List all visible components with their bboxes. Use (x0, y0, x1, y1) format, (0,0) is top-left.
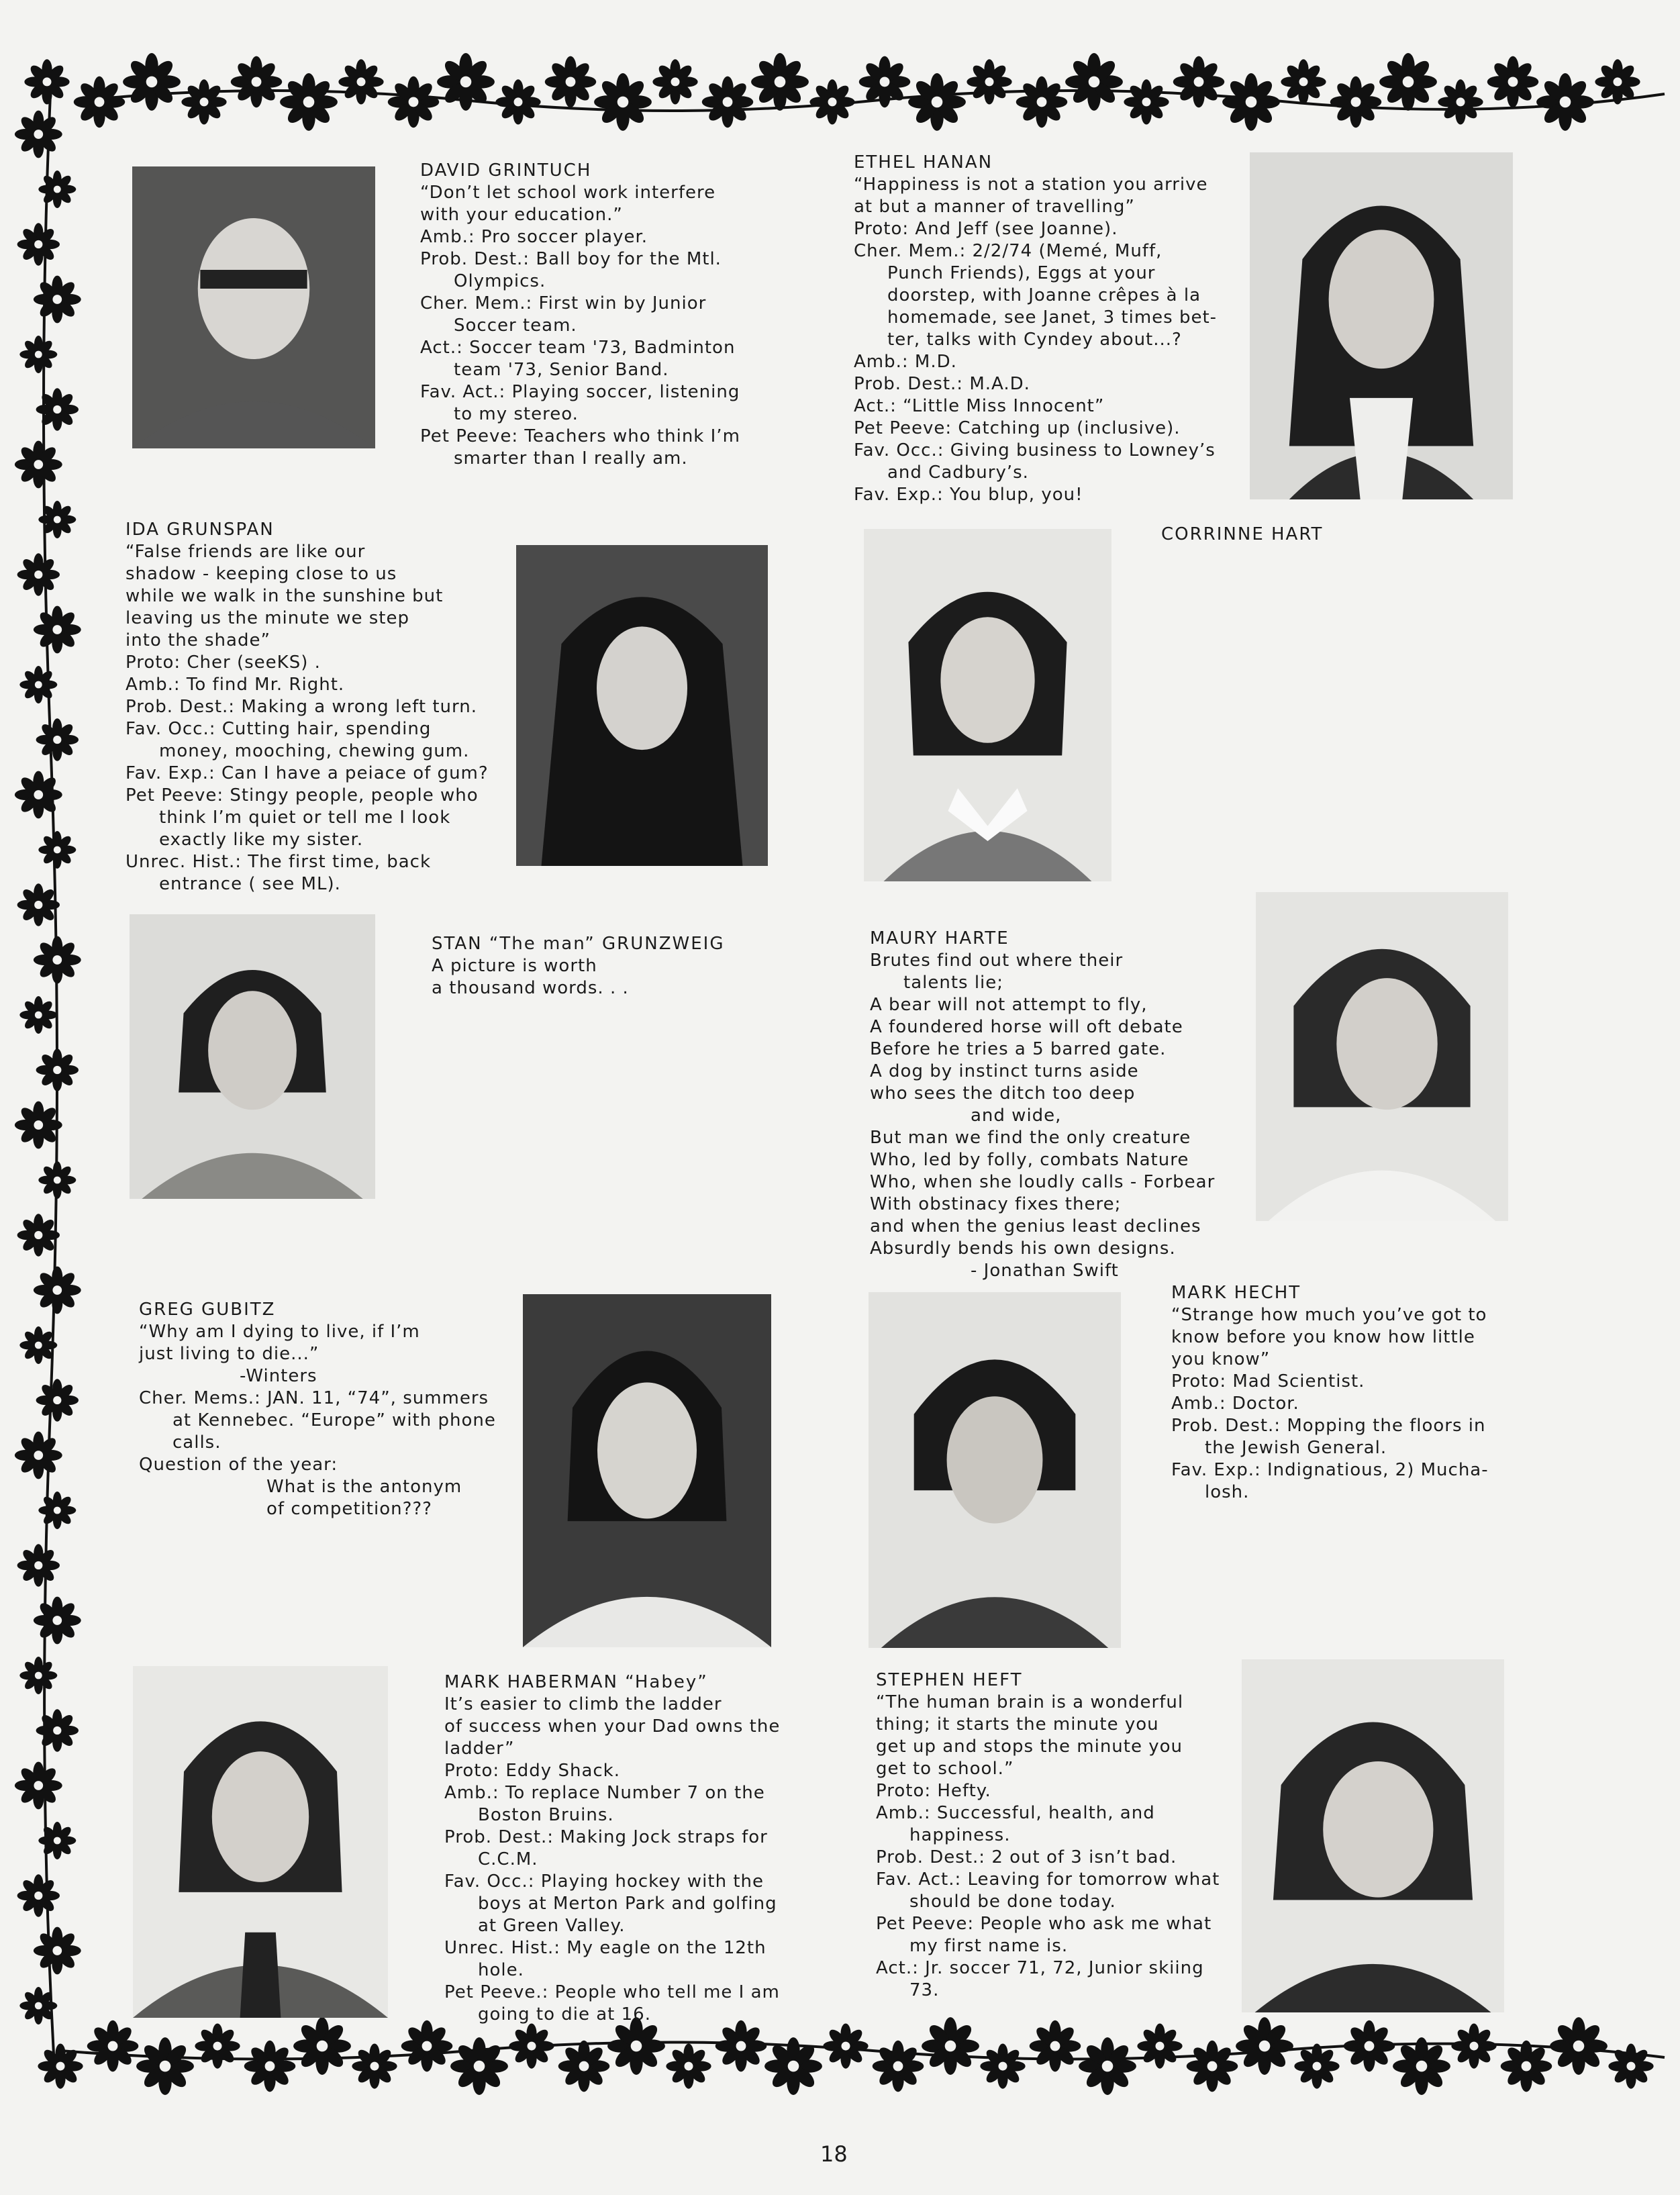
photo-ida-grunspan (516, 545, 768, 866)
entry-line: A foundered horse will oft debate (870, 1017, 1183, 1037)
entry-line: think I’m quiet or tell me I look (159, 808, 451, 828)
entry-line: entrance ( see ML). (159, 874, 341, 894)
daisy-flower-icon (36, 1048, 79, 1091)
entry-david-grintuch (420, 160, 740, 470)
entry-line: into the shade” (126, 630, 270, 650)
daisy-flower-icon (231, 56, 283, 108)
daisy-flower-icon (17, 1214, 60, 1256)
entry-line: know before you know how little (1171, 1327, 1475, 1347)
daisy-flower-icon (17, 223, 60, 265)
entry-line: a thousand words. . . (432, 978, 629, 998)
daisy-flower-icon (15, 771, 62, 819)
entry-mark-haberman (444, 1671, 780, 2026)
student-name: STEPHEN HEFT (876, 1670, 1023, 1690)
photo-greg-gubitz (523, 1294, 771, 1647)
daisy-flower-icon (558, 2041, 610, 2092)
daisy-flower-icon (1501, 2041, 1552, 2092)
daisy-flower-icon (809, 79, 854, 124)
daisy-flower-icon (594, 73, 652, 131)
entry-ethel-hanan (854, 152, 1217, 506)
entry-line: -Winters (240, 1366, 317, 1386)
entry-line: Amb.: M.D. (854, 352, 957, 372)
entry-line: Before he tries a 5 barred gate. (870, 1039, 1167, 1059)
entry-line: Pet Peeve: People who ask me what (876, 1914, 1212, 1934)
entry-line: Prob. Dest.: 2 out of 3 isn’t bad. (876, 1847, 1177, 1867)
daisy-flower-icon (136, 2037, 194, 2095)
entry-line: Brutes find out where their (870, 950, 1124, 971)
entry-line: “False friends are like our (126, 542, 366, 562)
daisy-flower-icon (1451, 2023, 1496, 2068)
entry-line: - Jonathan Swift (971, 1261, 1119, 1281)
entry-line: going to die at 16. (478, 2004, 651, 2025)
daisy-flower-icon (280, 73, 338, 131)
entry-line: Prob. Dest.: Making Jock straps for (444, 1827, 768, 1847)
entry-line: A dog by instinct turns aside (870, 1061, 1139, 1081)
entry-line: money, mooching, chewing gum. (159, 741, 470, 761)
daisy-flower-icon (1222, 73, 1280, 131)
daisy-flower-icon (1016, 77, 1068, 128)
entry-line: Act.: “Little Miss Innocent” (854, 396, 1105, 416)
daisy-flower-icon (1137, 2023, 1182, 2068)
entry-line: get to school.” (876, 1759, 1014, 1779)
daisy-flower-icon (702, 77, 754, 128)
entry-line: “Why am I dying to live, if I’m (139, 1322, 420, 1342)
entry-line: Prob. Dest.: Ball boy for the Mtl. (420, 249, 722, 269)
entry-line: Amb.: Pro soccer player. (420, 227, 648, 247)
entry-line: Amb.: To find Mr. Right. (126, 675, 345, 695)
daisy-flower-icon (980, 2043, 1025, 2088)
daisy-flower-icon (1379, 53, 1437, 111)
daisy-flower-icon (15, 1762, 62, 1810)
daisy-flower-icon (181, 79, 226, 124)
entry-line: Act.: Jr. soccer 71, 72, Junior skiing (876, 1958, 1204, 1978)
daisy-flower-icon (1294, 2043, 1339, 2088)
daisy-flower-icon (74, 77, 126, 128)
entry-maury-harte (870, 928, 1215, 1282)
entry-line: Amb.: To replace Number 7 on the (444, 1783, 765, 1803)
entry-line: It’s easier to climb the ladder (444, 1694, 722, 1714)
entry-line: Punch Friends), Eggs at your (887, 263, 1156, 283)
entry-line: Fav. Occ.: Giving business to Lowney’s (854, 440, 1216, 460)
daisy-flower-icon (24, 59, 69, 104)
entry-line: doorstep, with Joanne crêpes à la (887, 285, 1201, 305)
entry-line: of competition??? (266, 1499, 432, 1519)
daisy-flower-icon (1608, 2043, 1653, 2088)
entry-line: leaving us the minute we step (126, 608, 409, 628)
daisy-flower-icon (38, 831, 76, 869)
entry-line: hole. (478, 1960, 524, 1980)
entry-mark-hecht (1171, 1282, 1489, 1504)
entry-line: Fav. Occ.: Cutting hair, spending (126, 719, 432, 739)
daisy-flower-icon (15, 111, 62, 158)
daisy-flower-icon (19, 1657, 57, 1694)
entry-line: team '73, Senior Band. (454, 360, 669, 380)
daisy-flower-icon (38, 1492, 76, 1529)
photo-stephen-heft (1242, 1659, 1504, 2012)
entry-line: With obstinacy fixes there; (870, 1194, 1122, 1214)
entry-line: Who, when she loudly calls - Forbear (870, 1172, 1216, 1192)
entry-line: calls. (172, 1432, 221, 1453)
daisy-flower-icon (38, 1161, 76, 1199)
entry-ida-grunspan (126, 519, 489, 895)
entry-line: “Strange how much you’ve got to (1171, 1305, 1487, 1325)
entry-line: Pet Peeve: Teachers who think I’m (420, 426, 740, 446)
daisy-flower-icon (17, 883, 60, 926)
daisy-flower-icon (34, 936, 81, 984)
daisy-flower-icon (34, 276, 81, 324)
entry-line: Pet Peeve: Catching up (inclusive). (854, 418, 1181, 438)
daisy-flower-icon (15, 441, 62, 489)
entry-line: and Cadbury’s. (887, 462, 1029, 483)
entry-line: But man we find the only creature (870, 1128, 1191, 1148)
daisy-flower-icon (545, 56, 597, 108)
daisy-flower-icon (34, 1927, 81, 1975)
entry-line: Prob. Dest.: Mopping the floors in (1171, 1416, 1486, 1436)
daisy-flower-icon (15, 1102, 62, 1149)
daisy-flower-icon (15, 1432, 62, 1479)
daisy-flower-icon (873, 2041, 924, 2092)
daisy-flower-icon (450, 2037, 508, 2095)
daisy-flower-icon (195, 2023, 240, 2068)
entry-line: Pet Peeve: Stingy people, people who (126, 785, 479, 806)
entry-line: A bear will not attempt to fly, (870, 995, 1148, 1015)
daisy-flower-icon (401, 2020, 453, 2072)
daisy-flower-icon (908, 73, 966, 131)
entry-line: ladder” (444, 1739, 515, 1759)
daisy-flower-icon (823, 2023, 868, 2068)
daisy-flower-icon (1344, 2020, 1395, 2072)
daisy-flower-icon (34, 1267, 81, 1314)
entry-line: the Jewish General. (1205, 1438, 1387, 1458)
entry-line: homemade, see Janet, 3 times bet- (887, 307, 1218, 328)
daisy-flower-icon (34, 1597, 81, 1645)
student-name: STAN “The man” GRUNZWEIG (432, 934, 725, 954)
photo-stan-grunzweig (130, 914, 375, 1199)
entry-line: A picture is worth (432, 956, 597, 976)
daisy-flower-icon (293, 2017, 351, 2075)
entry-line: should be done today. (909, 1892, 1116, 1912)
daisy-flower-icon (38, 1822, 76, 1859)
daisy-flower-icon (1187, 2041, 1238, 2092)
daisy-flower-icon (17, 1874, 60, 1916)
daisy-flower-icon (1079, 2037, 1136, 2095)
entry-line: What is the antonym (266, 1477, 462, 1497)
entry-line: Fav. Exp.: Indignatious, 2) Mucha- (1171, 1460, 1489, 1480)
daisy-flower-icon (1281, 59, 1326, 104)
entry-line: Fav. Act.: Playing soccer, listening (420, 382, 740, 402)
daisy-flower-icon (123, 53, 181, 111)
entry-line: Prob. Dest.: Making a wrong left turn. (126, 697, 477, 717)
entry-line: at Green Valley. (478, 1916, 626, 1936)
entry-line: smarter than I really am. (454, 448, 688, 469)
daisy-flower-icon (1438, 79, 1483, 124)
entry-line: “Happiness is not a station you arrive (854, 175, 1208, 195)
entry-line: and wide, (971, 1106, 1062, 1126)
entry-line: Who, led by folly, combats Nature (870, 1150, 1189, 1170)
entry-line: Cher. Mems.: JAN. 11, “74”, summers (139, 1388, 489, 1408)
entry-line: Amb.: Successful, health, and (876, 1803, 1155, 1823)
entry-line: my first name is. (909, 1936, 1069, 1956)
student-name: GREG GUBITZ (139, 1300, 276, 1320)
page-number: 18 (820, 2141, 848, 2167)
entry-line: talents lie; (903, 973, 1004, 993)
entry-line: and when the genius least declines (870, 1216, 1201, 1236)
daisy-flower-icon (19, 996, 57, 1034)
entry-line: Prob. Dest.: M.A.D. (854, 374, 1030, 394)
daisy-flower-icon (607, 2017, 665, 2075)
student-name: DAVID GRINTUCH (420, 160, 592, 181)
daisy-flower-icon (967, 59, 1011, 104)
daisy-flower-icon (859, 56, 911, 108)
entry-line: Olympics. (454, 271, 546, 291)
entry-stan-grunzweig (432, 933, 724, 999)
entry-line: Amb.: Doctor. (1171, 1394, 1299, 1414)
entry-line: Unrec. Hist.: My eagle on the 12th (444, 1938, 767, 1958)
daisy-flower-icon (666, 2043, 711, 2088)
photo-maury-harte (1256, 892, 1508, 1221)
daisy-flower-icon (338, 59, 383, 104)
entry-line: thing; it starts the minute you (876, 1714, 1159, 1735)
entry-corrinne-hart (1161, 524, 1323, 546)
entry-line: 73. (909, 1980, 940, 2000)
entry-greg-gubitz (139, 1299, 496, 1520)
daisy-flower-icon (1330, 77, 1382, 128)
daisy-flower-icon (1536, 73, 1594, 131)
daisy-flower-icon (1550, 2017, 1608, 2075)
entry-line: Fav. Act.: Leaving for tomorrow what (876, 1869, 1220, 1890)
daisy-flower-icon (38, 170, 76, 208)
entry-line: of success when your Dad owns the (444, 1716, 781, 1737)
entry-line: ter, talks with Cyndey about...? (887, 330, 1182, 350)
entry-line: Unrec. Hist.: The first time, back (126, 852, 432, 872)
entry-line: Absurdly bends his own designs. (870, 1238, 1176, 1259)
entry-line: “Don’t let school work interfere (420, 183, 716, 203)
entry-line: Boston Bruins. (478, 1805, 614, 1825)
entry-stephen-heft (876, 1669, 1220, 2002)
photo-ethel-hanan (1250, 152, 1513, 499)
photo-david-grintuch (132, 166, 375, 448)
entry-line: Act.: Soccer team '73, Badminton (420, 338, 736, 358)
daisy-flower-icon (87, 2020, 139, 2072)
daisy-flower-icon (1030, 2020, 1081, 2072)
student-name: MARK HABERMAN “Habey” (444, 1672, 708, 1692)
student-name: ETHEL HANAN (854, 152, 993, 173)
entry-line: Cher. Mem.: First win by Junior (420, 293, 707, 313)
entry-line: at but a manner of travelling” (854, 197, 1135, 217)
daisy-flower-icon (1065, 53, 1123, 111)
entry-line: Proto: Hefty. (876, 1781, 991, 1801)
entry-line: Proto: And Jeff (see Joanne). (854, 219, 1118, 239)
entry-line: “The human brain is a wonderful (876, 1692, 1184, 1712)
daisy-flower-icon (19, 336, 57, 373)
entry-line: Question of the year: (139, 1455, 338, 1475)
entry-line: exactly like my sister. (159, 830, 364, 850)
daisy-flower-icon (1236, 2017, 1293, 2075)
entry-line: boys at Merton Park and golfing (478, 1894, 777, 1914)
daisy-flower-icon (1124, 79, 1169, 124)
entry-line: to my stereo. (454, 404, 579, 424)
entry-line: Cher. Mem.: 2/2/74 (Memé, Muff, (854, 241, 1163, 261)
daisy-flower-icon (36, 718, 79, 761)
entry-line: happiness. (909, 1825, 1011, 1845)
daisy-flower-icon (244, 2041, 296, 2092)
entry-line: Soccer team. (454, 315, 577, 336)
daisy-flower-icon (36, 1709, 79, 1751)
entry-line: just living to die...” (139, 1344, 319, 1364)
daisy-flower-icon (495, 79, 540, 124)
daisy-flower-icon (36, 1379, 79, 1421)
daisy-flower-icon (509, 2023, 554, 2068)
photo-mark-haberman (133, 1666, 388, 2018)
daisy-flower-icon (19, 666, 57, 703)
entry-line: get up and stops the minute you (876, 1737, 1183, 1757)
entry-line: Proto: Cher (seeKS) . (126, 652, 321, 673)
entry-line: Proto: Mad Scientist. (1171, 1371, 1365, 1392)
student-name: MAURY HARTE (870, 928, 1009, 948)
daisy-flower-icon (1487, 56, 1539, 108)
daisy-flower-icon (17, 1544, 60, 1586)
entry-line: while we walk in the sunshine but (126, 586, 444, 606)
daisy-flower-icon (388, 77, 440, 128)
daisy-flower-icon (352, 2043, 397, 2088)
entry-line: Fav. Exp.: Can I have a peiace of gum? (126, 763, 489, 783)
entry-line: at Kennebec. “Europe” with phone (172, 1410, 496, 1430)
student-name: MARK HECHT (1171, 1283, 1301, 1303)
student-name: CORRINNE HART (1161, 524, 1324, 544)
daisy-flower-icon (34, 606, 81, 654)
daisy-flower-icon (751, 53, 809, 111)
entry-line: Proto: Eddy Shack. (444, 1761, 620, 1781)
photo-corrinne-hart (864, 529, 1111, 881)
entry-line: Fav. Occ.: Playing hockey with the (444, 1871, 764, 1892)
daisy-flower-icon (922, 2017, 979, 2075)
daisy-flower-icon (17, 553, 60, 595)
daisy-flower-icon (38, 2043, 83, 2088)
entry-line: C.C.M. (478, 1849, 538, 1869)
entry-line: losh. (1205, 1482, 1250, 1502)
daisy-flower-icon (1173, 56, 1225, 108)
daisy-flower-icon (715, 2020, 767, 2072)
entry-line: Pet Peeve.: People who tell me I am (444, 1982, 780, 2002)
entry-line: with your education.” (420, 205, 623, 225)
entry-line: shadow - keeping close to us (126, 564, 397, 584)
daisy-flower-icon (1393, 2037, 1450, 2095)
entry-line: Fav. Exp.: You blup, you! (854, 485, 1083, 505)
entry-line: you know” (1171, 1349, 1271, 1369)
student-name: IDA GRUNSPAN (126, 520, 275, 540)
entry-line: who sees the ditch too deep (870, 1083, 1136, 1104)
daisy-flower-icon (652, 59, 697, 104)
photo-mark-hecht (869, 1292, 1121, 1648)
